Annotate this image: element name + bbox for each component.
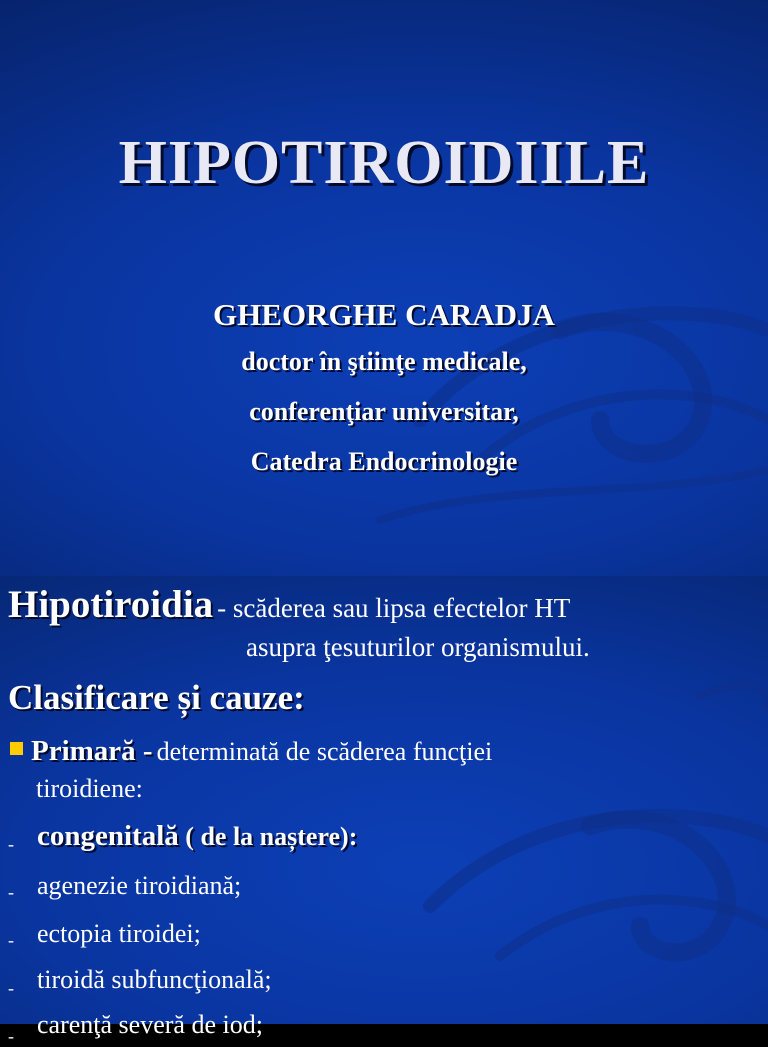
presentation-title: HIPOTIROIDIILE xyxy=(118,129,650,197)
subitem-label: congenitală xyxy=(37,820,179,852)
definition-line-1 xyxy=(8,582,570,627)
subitem-congenitala xyxy=(37,820,357,853)
subitem-agenezie: agenezie tiroidiană; xyxy=(37,871,242,900)
content-slide xyxy=(0,576,768,1046)
subitem-suffix: ( de la naștere): xyxy=(178,822,358,851)
dash-marker: - xyxy=(8,834,14,854)
author-block xyxy=(0,293,768,487)
author-department: Catedra Endocrinologie xyxy=(250,447,518,476)
primary-description: determinată de scăderea funcţiei xyxy=(156,737,493,766)
dash-marker: - xyxy=(8,882,14,902)
primary-label: Primară - xyxy=(31,735,153,767)
primary-description-cont: tiroidiene: xyxy=(36,774,143,803)
author-degree: doctor în ştiinţe medicale, xyxy=(241,347,527,376)
subitem-ectopia: ectopia tiroidei; xyxy=(37,919,201,948)
subitem-tiroida-subfunctionala: tiroidă subfuncţională; xyxy=(37,965,272,994)
definition-line-2: asupra ţesuturilor organismului. xyxy=(246,632,590,662)
author-position: conferenţiar universitar, xyxy=(249,397,519,426)
classification-heading: Clasificare și cauze: xyxy=(8,678,305,717)
author-name: GHEORGHE CARADJA xyxy=(213,297,555,332)
bullet-square-icon xyxy=(10,742,23,755)
dash-marker: - xyxy=(8,930,14,950)
primary-item xyxy=(10,735,492,768)
dash-marker: - xyxy=(8,1026,14,1046)
dash-marker: - xyxy=(8,978,14,998)
term-hipotiroidia: Hipotiroidia xyxy=(8,583,214,626)
definition-text: - scăderea sau lipsa efectelor HT xyxy=(217,593,571,623)
subitem-carenta-iod: carenţă severă de iod; xyxy=(37,1010,263,1039)
